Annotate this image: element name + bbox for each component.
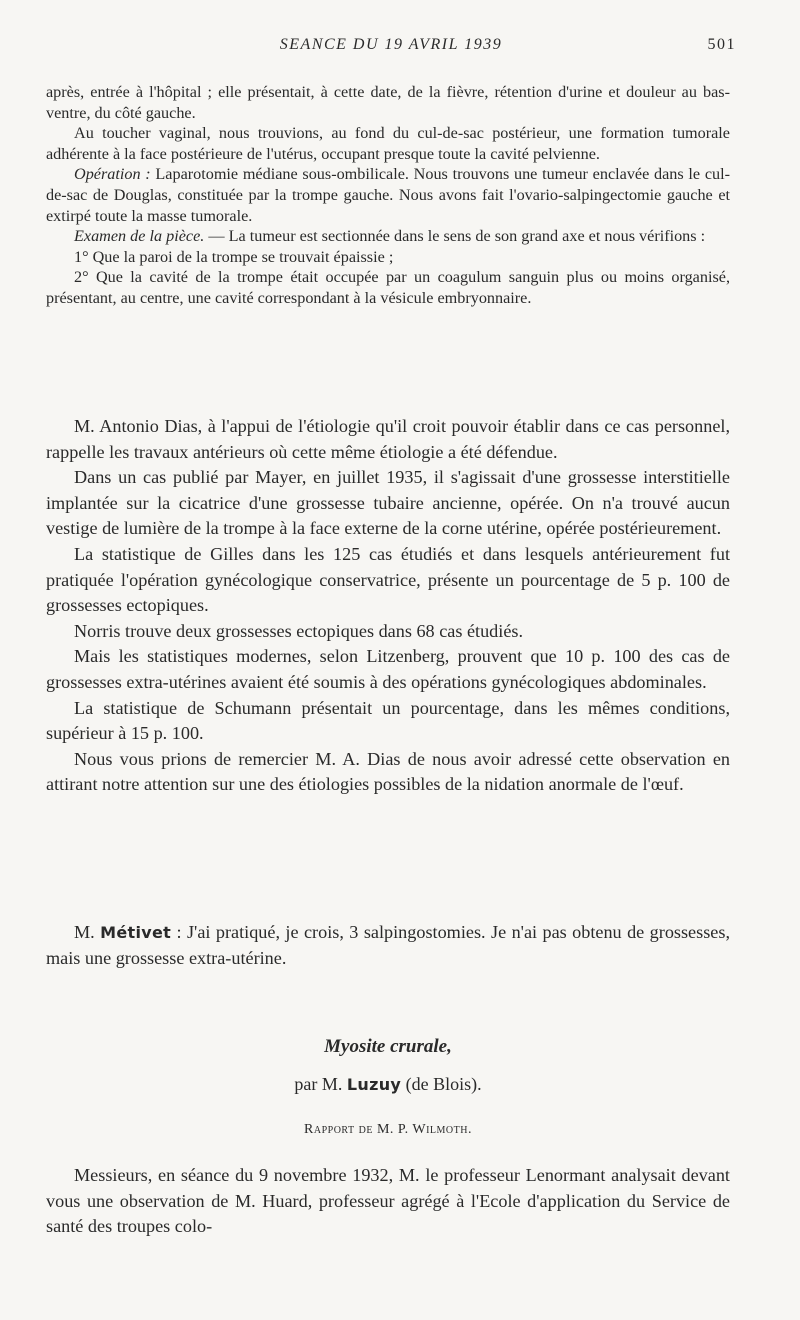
paragraph: La statistique de Schumann présentait un pourcentage, dans les mêmes conditions, supérieur à 15 p. 100. [46,697,730,744]
article-body [46,1163,730,1240]
paragraph: Dans un cas publié par Mayer, en juillet 1935, il s'agissait d'une grossesse interstitielle implantée sur la cicatrice d'une grossesse tubaire ancienne, opérée. On n'a trouvé aucun vestige de lumière de la trompe à la face externe de la corne utérine, opérée postérieurement. [46,467,730,539]
exam-text: — La tumeur est sectionnée dans le sens de son grand axe et nous vérifions : [204,227,706,246]
paragraph: Mais les statistiques modernes, selon Litzenberg, prouvent que 10 p. 100 des cas de grossesses extra-utérines avaient été soumis à des opérations gynécologiques abdominales. [46,646,730,692]
paragraph: après, entrée à l'hôpital ; elle présentait, à cette date, de la fièvre, rétention d'urine et douleur au bas-ventre, du côté gauche. [46,83,730,122]
article-byline [46,1074,730,1095]
operation-label: Opération : [74,165,151,184]
byline-suffix: (de Blois). [401,1074,482,1094]
remark-text: : J'ai pratiqué, je crois, 3 salpingostomies. Je n'ai pas obtenu de grossesses, mais une grossesse extra-utérine. [46,922,730,968]
paragraph [46,920,730,971]
running-header [46,36,736,58]
header-title: SEANCE DU 19 AVRIL 1939 [279,36,503,53]
paragraph: La statistique de Gilles dans les 125 cas étudiés et dans lesquels antérieurement fut pratiquée l'opération gynécologique conservatrice, présente un pourcentage de 5 p. 100 de grossesses ectopiques. [46,543,730,616]
paragraph: 2° Que la cavité de la trompe était occupée par un coagulum sanguin plus ou moins organisé, présentant, au centre, une cavité correspondant à la vésicule embryonnaire. [46,268,730,307]
paragraph: M. Antonio Dias, à l'appui de l'étiologie qu'il croit pouvoir établir dans ce cas personnel, rappelle les travaux antérieurs où cette même étiologie a été défendue. [46,416,730,462]
byline-prefix: par M. [294,1074,347,1094]
page-number: 501 [707,36,736,53]
paragraph: Nous vous prions de remercier M. A. Dias de nous avoir adressé cette observation en attirant notre attention sur une des étiologies possibles de la nidation anormale de l'œuf. [46,748,730,795]
byline-author: Luzuy [346,1075,402,1094]
metivet-remark [46,920,730,971]
speaker-name: Métivet [100,923,172,942]
paragraph [46,226,730,247]
operation-text: Laparotomie médiane sous-ombilicale. Nous trouvons une tumeur enclavée dans le cul-de-sac de Douglas, constituée par la trompe gauche. Nous avons fait l'ovario-salpingectomie gauche et extirpé toute la masse tumorale. [46,165,730,225]
paragraph [46,164,730,226]
paragraph: Au toucher vaginal, nous trouvions, au fond du cul-de-sac postérieur, une formation tumorale adhérente à la face postérieure de l'utérus, occupant presque toute la cavité pelvienne. [46,124,730,163]
report-line: Rapport de M. P. Wilmoth. [304,1122,472,1137]
paragraph: Norris trouve deux grossesses ectopiques dans 68 cas étudiés. [74,620,524,641]
article-title: Myosite crurale, [324,1036,452,1057]
paragraph: 1° Que la paroi de la trompe se trouvait épaissie ; [74,247,394,266]
discussion-section [46,414,730,798]
exam-label: Examen de la pièce. [74,227,205,246]
case-report-section [46,82,730,309]
speaker-prefix: M. [74,922,101,942]
paragraph: Messieurs, en séance du 9 novembre 1932, M. le professeur Lenormant analysait devant vous une observation de M. Huard, professeur agrégé à l'Ecole d'application du Service de santé des troupes colo- [46,1165,730,1237]
